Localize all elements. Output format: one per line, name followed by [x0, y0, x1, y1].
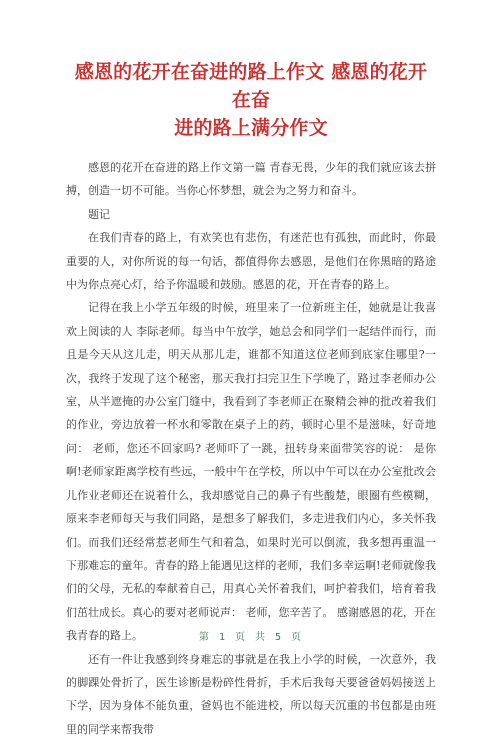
document-title: [66, 58, 436, 142]
title-line-1: 感恩的花开在奋进的路上作文 感恩的花开在奋: [74, 61, 428, 111]
paragraph-intro: 感恩的花开在奋进的路上作文第一篇 青春无畏，少年的我们就应该去拼搏，创造一切不可能。当你心怀梦想，就会为之努力和奋斗。: [66, 161, 436, 198]
paragraph-youth: 在我们青春的路上，有欢笑也有悲伤，有迷茫也有孤独，而此时，你最重要的人，对你所说的每一句话，都值得你去感恩，是他们在你黑暗的路途中为你点亮心灯，给予你温暖和鼓励。感恩的花，开在青春的路上。: [66, 231, 436, 292]
document-body: [66, 156, 436, 741]
paragraph-epigraph-label: 题记: [88, 207, 110, 221]
paragraph-injury-story: 还有一件让我感到终身难忘的事就是在我上小学的时候，一次意外，我的脚踝处骨折了，医生诊断是粉碎性骨折，手术后我每天要爸爸妈妈接送上下学，因为身体不能负重，爸妈也不能进校，所以每天沉重的书包都是由班里的同学来帮我带: [66, 652, 436, 736]
page-number-footer: 第 1 页 共 5 页: [198, 632, 304, 643]
paragraph-teacher-story: 记得在我上小学五年级的时候，班里来了一位新班主任，她就是让我喜欢上阅读的人 李际老师。每当中午放学，她总会和同学们一起结伴而行，而且是今天从这儿走，明天从那儿走，谁都不知道这位老师到底家住哪里?一次，我终于发现了这个秘密，那天我打扫完卫生下学晚了，路过李老师办公室，从半遮掩的办公室门缝中，我看到了李老师正在聚精会神的批改着我们的作业，旁边放着一杯水和零散在桌子上的药，顿时心里不是滋味，好奇地问： 老师，您还不回家吗? 老师吓了一跳，扭转身来面带笑容的说： 是你啊!老师家距离学校有些远，一般中午在学校，所以中午可以在办公室批改会儿作业老师还在说着什么，我却感觉自己的鼻子有些酸楚，眼圈有些模糊，原来李老师每天与我们同路，是想多了解我们，多走进我们内心，多关怀我们。而我们还经常惹老师生气和着急，如果时光可以倒流，我多想再重温一下那难忘的童年。青春的路上能遇见这样的老师，我们多幸运啊!老师就像我们的父母，无私的奉献着自己，用真心关怀着我们，呵护着我们，培育着我们茁壮成长。真心的要对老师说声： 老师，您辛苦了。 感谢感恩的花，开在我青春的路上。: [66, 301, 436, 643]
title-line-2: 进的路上满分作文: [174, 117, 328, 139]
